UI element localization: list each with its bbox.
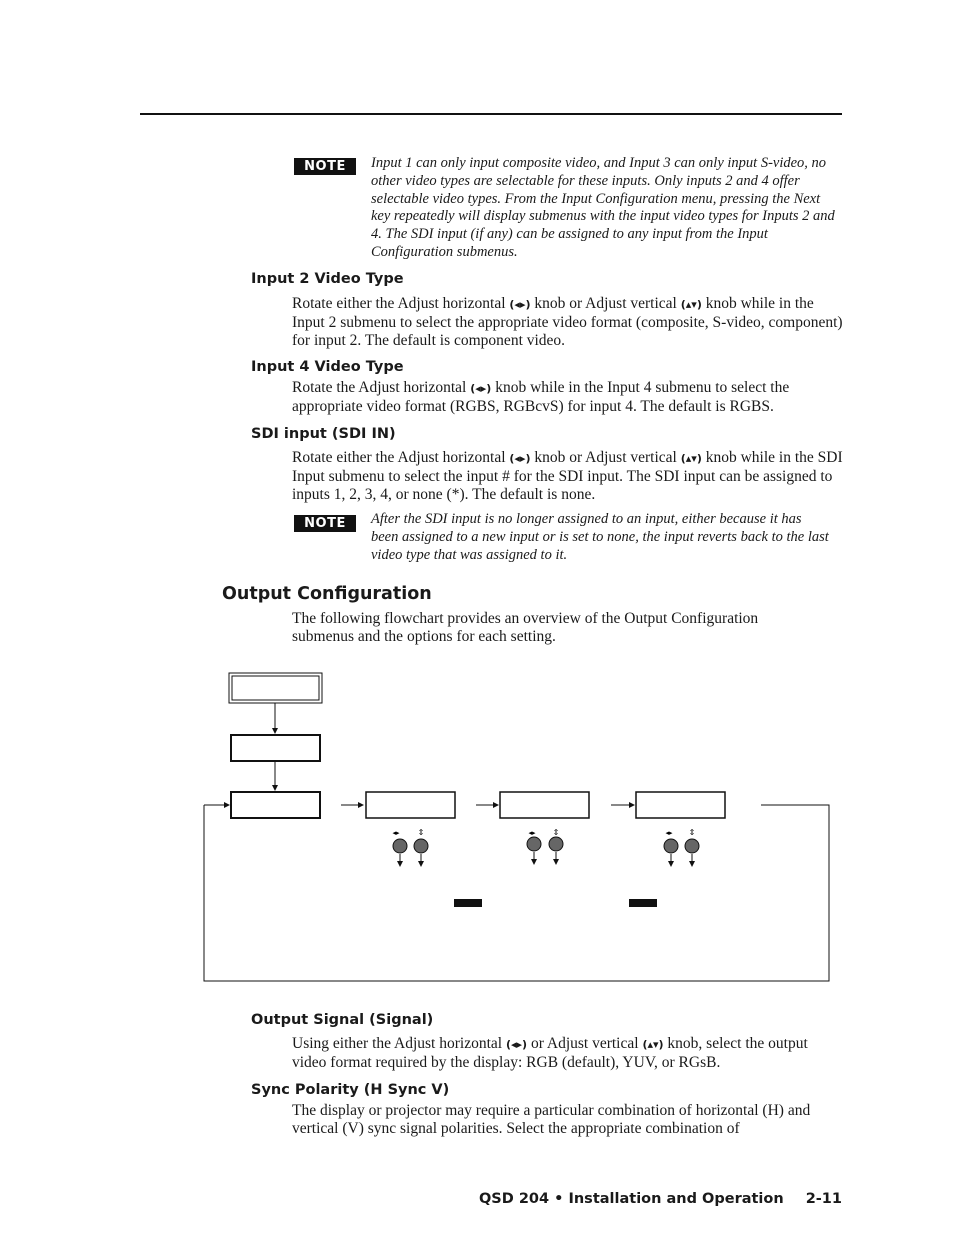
svg-text:◂▸: ◂▸: [528, 829, 536, 837]
flow-loop-line: [204, 805, 829, 981]
sync-polarity-heading: Sync Polarity (H Sync V): [251, 1082, 450, 1098]
flowchart-start-box: [229, 673, 322, 703]
output-signal-paragraph: Using either the Adjust horizontal (◂▸) or Adjust vertical (▴▾) knob, select the output video format required by the display: RGB (default), YUV, or RGsB.: [292, 1035, 808, 1071]
vertical-arrows-icon: (▴▾): [642, 1038, 664, 1051]
adjust-knobs-icon: [392, 828, 428, 866]
horizontal-arrows-icon: (◂▸): [509, 452, 531, 465]
svg-text:⇕: ⇕: [417, 828, 425, 837]
sdi-paragraph: Rotate either the Adjust horizontal (◂▸) knob or Adjust vertical (▴▾) knob while in the SDI Input submenu to select the input # for the SDI input. The SDI input can be assigned to inputs 1, 2, 3, 4, or none (*). The default is none.: [292, 449, 843, 503]
note-text: After the SDI input is no longer assigned to an input, either because it has been assigned to a new input or is set to none, the input reverts back to the last video type that was assigned to it.: [371, 511, 829, 563]
input2-paragraph: Rotate either the Adjust horizontal (◂▸) knob or Adjust vertical (▴▾) knob while in the Input 2 submenu to select the appropriate video format (composite, S-video, component) for input 2. The default is component video.: [292, 295, 843, 349]
footer-title: QSD 204 • Installation and Operation: [478, 1191, 784, 1207]
svg-text:⇕: ⇕: [552, 828, 560, 837]
sdi-heading: SDI input (SDI IN): [251, 426, 396, 442]
horizontal-arrows-icon: (◂▸): [505, 1038, 528, 1051]
output-configuration-heading: Output Configuration: [222, 584, 432, 604]
sync-polarity-paragraph: The display or projector may require a particular combination of horizontal (H) and vertical (V) sync signal polarities. Select the appropriate combination of: [292, 1102, 811, 1137]
vertical-arrows-icon: (▴▾): [680, 298, 702, 311]
output-configuration-intro: The following flowchart provides an overview of the Output Configuration submenus and the options for each setting.: [292, 610, 759, 645]
note-text: Input 1 can only input composite video, and Input 3 can only input S-video, no other video types are selectable for these inputs. Only inputs 2 and 4 offer selectable video types. From the Input Configuration menu, pressing the Next key repeatedly will display submenus with the input video types for Inputs 2 and 4. The SDI input (if any) can be assigned to any input from the Input Configuration submenus.: [371, 155, 835, 260]
adjust-knobs-icon: [527, 828, 563, 864]
flowchart-submenu-box: [636, 792, 725, 818]
svg-text:◂▸: ◂▸: [665, 829, 673, 837]
input4-heading: Input 4 Video Type: [251, 359, 404, 375]
vertical-arrows-icon: (▴▾): [680, 452, 702, 465]
horizontal-arrows-icon: (◂▸): [509, 298, 531, 311]
input4-paragraph: Rotate the Adjust horizontal (◂▸) knob while in the Input 4 submenu to select the appropriate video format (RGBS, RGBcvS) for input 4. The default is RGBS.: [292, 379, 790, 415]
page-number: 2-11: [805, 1191, 842, 1207]
flowchart-menu-box: [231, 735, 320, 761]
note-badge: NOTE: [294, 158, 356, 175]
svg-text:◂▸: ◂▸: [392, 829, 400, 837]
note-badge: NOTE: [294, 515, 356, 532]
input2-heading: Input 2 Video Type: [251, 271, 404, 287]
horizontal-arrows-icon: (◂▸): [470, 382, 492, 395]
adjust-knobs-icon: [664, 828, 699, 866]
flowchart-submenu-box: [366, 792, 455, 818]
output-signal-heading: Output Signal (Signal): [251, 1012, 434, 1028]
flowchart-output-config-box: [231, 792, 320, 818]
flowchart-note-marker: [454, 899, 482, 907]
page-footer: [479, 1191, 842, 1207]
flowchart-note-marker: [629, 899, 657, 907]
flowchart-submenu-box: [500, 792, 589, 818]
svg-text:⇕: ⇕: [688, 828, 696, 837]
